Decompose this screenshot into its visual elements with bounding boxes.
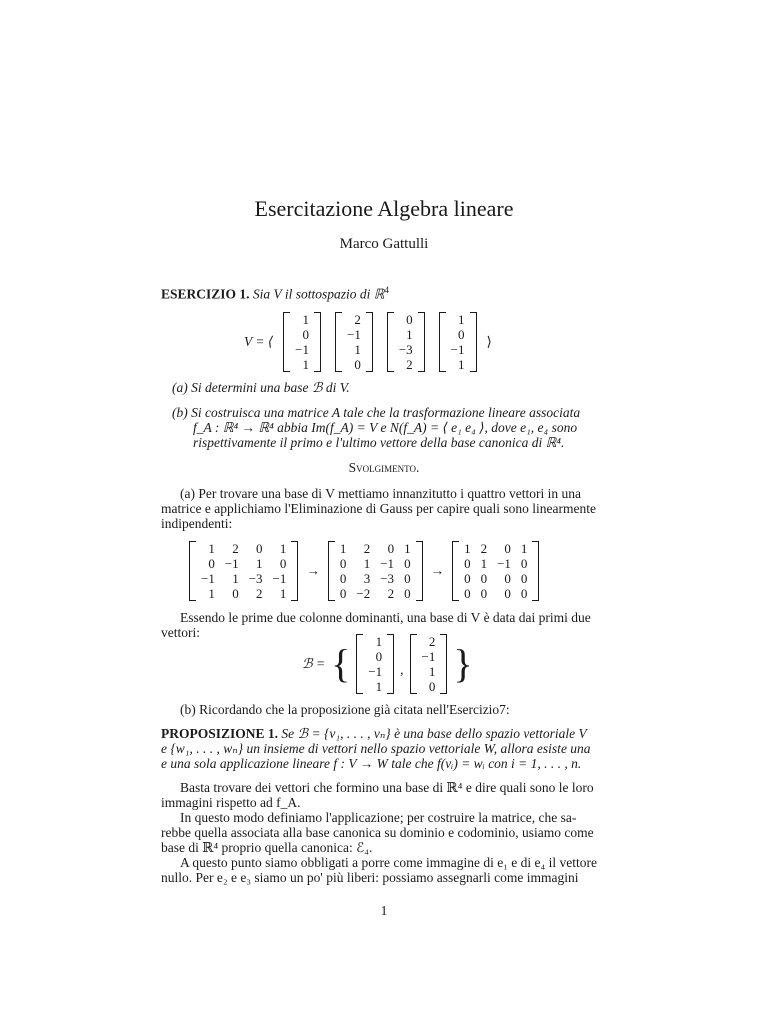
matrix-body bbox=[417, 634, 441, 694]
left-bracket bbox=[452, 541, 459, 601]
matrix-cell: 0 bbox=[428, 679, 436, 694]
matrix-cell: 0 bbox=[387, 541, 395, 556]
matrix-cell: 1 bbox=[520, 541, 528, 556]
matrix-cell: −1 bbox=[272, 571, 287, 586]
solution-a-line2: matrice e applichiamo l'Eliminazione di Gauss per capire quali sono linearmente bbox=[161, 501, 597, 516]
matrix-cell: 1 bbox=[480, 556, 488, 571]
matrix-row bbox=[335, 541, 416, 556]
matrix-cell: 1 bbox=[256, 556, 263, 571]
left-bracket bbox=[189, 541, 196, 601]
matrix-cell: 1 bbox=[339, 541, 347, 556]
basis-vector-1 bbox=[356, 634, 394, 694]
matrix-cell: −1 bbox=[450, 342, 465, 357]
v-vector-3 bbox=[387, 312, 425, 372]
matrix-cell: 0 bbox=[520, 586, 528, 601]
matrix-cell: −1 bbox=[295, 342, 309, 357]
matrix-cell: −1 bbox=[368, 664, 383, 679]
matrix-cell: 1 bbox=[279, 541, 287, 556]
matrix-cell: −3 bbox=[380, 571, 395, 586]
matrix-body bbox=[446, 312, 470, 372]
basis-matrix-2 bbox=[410, 634, 448, 694]
basis-matrix-1 bbox=[356, 634, 394, 694]
matrix-row bbox=[290, 357, 314, 372]
matrix-cell: 1 bbox=[428, 664, 436, 679]
right-brace: } bbox=[453, 641, 473, 686]
left-bracket bbox=[335, 312, 342, 372]
right-bracket bbox=[532, 541, 539, 601]
matrix-row bbox=[363, 649, 387, 664]
matrix-cell: 1 bbox=[232, 571, 239, 586]
left-bracket bbox=[328, 541, 335, 601]
right-bracket bbox=[314, 312, 321, 372]
left-bracket bbox=[283, 312, 290, 372]
matrix-row bbox=[459, 586, 532, 601]
matrix-cell: 1 bbox=[208, 541, 215, 556]
matrix-cell: −2 bbox=[356, 586, 371, 601]
matrix-row bbox=[335, 586, 416, 601]
matrix-cell: −1 bbox=[497, 556, 511, 571]
v-vector-1 bbox=[283, 312, 321, 372]
matrix-row bbox=[363, 664, 387, 679]
paper-title: Esercitazione Algebra lineare bbox=[254, 196, 514, 221]
matrix-cell: 0 bbox=[256, 541, 263, 556]
matrix-cell: 0 bbox=[375, 649, 383, 664]
basis-vector-2 bbox=[410, 634, 448, 694]
matrix-cell: 0 bbox=[208, 556, 215, 571]
proposition-label: PROPOSIZIONE 1. bbox=[161, 726, 279, 741]
matrix-row bbox=[196, 571, 291, 586]
paragraph1-line2: immagini rispetto ad f_A. bbox=[161, 795, 301, 810]
v-vectors bbox=[283, 312, 476, 372]
matrix-cell: 2 bbox=[363, 541, 371, 556]
left-bracket bbox=[387, 312, 394, 372]
matrix-cell: 0 bbox=[232, 586, 239, 601]
matrix-cell: 0 bbox=[404, 586, 411, 601]
gauss-elimination bbox=[189, 541, 539, 601]
matrix-cell: 0 bbox=[404, 571, 411, 586]
author-name: Marco Gattulli bbox=[339, 236, 429, 252]
exercise-label: ESERCIZIO 1. bbox=[161, 286, 250, 302]
matrix-row bbox=[394, 342, 418, 357]
matrix-row bbox=[459, 541, 532, 556]
paragraph1-line1: Basta trovare dei vettori che formino una base di ℝ⁴ e dire quali sono le loro bbox=[180, 780, 594, 795]
matrix-row bbox=[446, 357, 470, 372]
right-bracket bbox=[366, 312, 373, 372]
matrix-body bbox=[459, 541, 532, 601]
right-bracket bbox=[291, 541, 298, 601]
right-bracket bbox=[416, 541, 423, 601]
matrix-row bbox=[196, 541, 291, 556]
dominant-line1: Essendo le prime due colonne dominanti, una base di V è data dai primi due bbox=[180, 610, 591, 625]
matrix-cell: 2 bbox=[428, 634, 436, 649]
matrix-cell: 1 bbox=[375, 679, 383, 694]
matrix-row bbox=[394, 357, 418, 372]
matrix-cell: 0 bbox=[480, 571, 488, 586]
solution-b-line: (b) Ricordando che la proposizione già citata nell'Esercizio7: bbox=[180, 702, 510, 717]
part-a: (a) Si determini una base ℬ di V. bbox=[172, 380, 350, 395]
matrix-cell: 0 bbox=[354, 357, 361, 372]
proposition-line3: e una sola applicazione lineare f : V → W tale che f(vᵢ) = wᵢ con i = 1, . . . , n. bbox=[161, 756, 582, 771]
v-vector-4 bbox=[439, 312, 477, 372]
matrix-cell: 0 bbox=[464, 556, 471, 571]
left-bracket bbox=[356, 634, 363, 694]
paragraph2-line1: In questo modo definiamo l'applicazione; per costruire la matrice, che sa- bbox=[180, 810, 577, 825]
right-bracket bbox=[418, 312, 425, 372]
part-b-line3: rispettivamente il primo e l'ultimo vettore della base canonica di ℝ⁴. bbox=[193, 435, 565, 450]
matrix-row bbox=[342, 357, 366, 372]
matrix-cell: 0 bbox=[458, 327, 465, 342]
matrix-cell: −1 bbox=[346, 327, 361, 342]
matrix-row bbox=[342, 327, 366, 342]
matrix-row bbox=[335, 571, 416, 586]
matrix-cell: 0 bbox=[480, 586, 488, 601]
matrix-cell: 0 bbox=[520, 571, 528, 586]
matrix-cell: 1 bbox=[375, 634, 383, 649]
matrix-cell: 1 bbox=[279, 586, 287, 601]
matrix-row bbox=[342, 342, 366, 357]
left-bracket bbox=[439, 312, 446, 372]
matrix-row bbox=[446, 312, 470, 327]
left-brace: { bbox=[331, 641, 351, 686]
matrix-body bbox=[290, 312, 314, 372]
exercise-statement-exp: 4 bbox=[384, 285, 389, 295]
matrix-cell: −1 bbox=[380, 556, 395, 571]
matrix-row bbox=[446, 327, 470, 342]
matrix-row bbox=[417, 634, 441, 649]
gauss-matrix2 bbox=[328, 541, 423, 601]
part-b-line2: f_A : ℝ⁴ → ℝ⁴ abbia Im(f_A) = V e N(f_A) = ⟨ e₁ e₄ ⟩, dove e₁, e₄ sono bbox=[193, 420, 578, 435]
left-bracket bbox=[410, 634, 417, 694]
matrix-cell: −3 bbox=[398, 342, 413, 357]
matrix-cell: 0 bbox=[302, 327, 309, 342]
right-bracket bbox=[440, 634, 447, 694]
matrix-cell: 0 bbox=[406, 312, 413, 327]
matrix-cell: 0 bbox=[339, 556, 347, 571]
matrix-cell: 1 bbox=[458, 357, 465, 372]
basis-definition bbox=[302, 634, 473, 694]
matrix-cell: 1 bbox=[363, 556, 371, 571]
matrix-row bbox=[363, 679, 387, 694]
matrix-cell: 3 bbox=[363, 571, 371, 586]
solution-a-line1: (a) Per trovare una base di V mettiamo innanzitutto i quattro vettori in una bbox=[180, 486, 582, 501]
matrix-row bbox=[417, 664, 441, 679]
matrix-cell: 2 bbox=[387, 586, 395, 601]
basis-separator: , bbox=[400, 662, 404, 677]
matrix-row bbox=[335, 556, 416, 571]
paragraph3-line1: A questo punto siamo obbligati a porre come immagine di e₁ e di e₄ il vettore bbox=[180, 855, 597, 870]
paragraph2-line3: base di ℝ⁴ proprio quella canonica: ℰ₄. bbox=[161, 840, 373, 855]
matrix-cell: −3 bbox=[248, 571, 263, 586]
paragraph3-line2: nullo. Per e₂ e e₃ siamo un po' più liberi: possiamo assegnarli come immagini bbox=[161, 870, 579, 885]
matrix-body bbox=[342, 312, 366, 372]
matrix-row bbox=[290, 327, 314, 342]
matrix-row bbox=[196, 586, 291, 601]
matrix-cell: −1 bbox=[421, 649, 436, 664]
matrix-cell: 0 bbox=[279, 556, 287, 571]
matrix-row bbox=[290, 342, 314, 357]
matrix-cell: 1 bbox=[208, 586, 215, 601]
matrix-cell: 0 bbox=[504, 571, 511, 586]
paragraph2-line2: rebbe quella associata alla base canonica su dominio e codominio, usiamo come bbox=[161, 825, 594, 840]
exercise-statement bbox=[161, 285, 389, 303]
arrow-icon: → bbox=[430, 563, 445, 578]
exercise-statement-text: Sia V il sottospazio di ℝ bbox=[252, 286, 385, 302]
v-vector-2 bbox=[335, 312, 373, 372]
matrix-cell: 0 bbox=[404, 556, 411, 571]
matrix-row bbox=[394, 327, 418, 342]
matrix-cell: 2 bbox=[256, 586, 263, 601]
dominant-line2: vettori: bbox=[161, 625, 200, 640]
matrix-row bbox=[446, 342, 470, 357]
matrix-row bbox=[363, 634, 387, 649]
arrow-icon: → bbox=[306, 563, 320, 578]
matrix-cell: 2 bbox=[232, 541, 239, 556]
matrix-cell: 0 bbox=[339, 586, 347, 601]
matrix-row bbox=[417, 649, 441, 664]
gauss-matrix1 bbox=[189, 541, 298, 601]
matrix-body bbox=[394, 312, 418, 372]
proposition-line2: e {w₁, . . . , wₙ} un insieme di vettori nello spazio vettoriale W, allora esiste una bbox=[161, 741, 591, 756]
matrix-row bbox=[342, 312, 366, 327]
page-number: 1 bbox=[380, 903, 388, 918]
matrix-cell: −1 bbox=[201, 571, 215, 586]
matrix-cell: 1 bbox=[406, 327, 413, 342]
part-b-line1: (b) Si costruisca una matrice A tale che la trasformazione lineare associata bbox=[172, 405, 581, 420]
matrix-cell: 1 bbox=[458, 312, 465, 327]
matrix-cell: 2 bbox=[480, 541, 488, 556]
v-rhs: ⟩ bbox=[486, 334, 492, 349]
matrix-cell: −1 bbox=[224, 556, 239, 571]
matrix-cell: 0 bbox=[504, 541, 511, 556]
matrix-cell: 1 bbox=[302, 312, 309, 327]
matrix-body bbox=[196, 541, 291, 601]
matrix-cell: 1 bbox=[464, 541, 471, 556]
proposition-text-1: Se ℬ = {v₁, . . . , vₙ} è una base dello spazio vettoriale V bbox=[281, 726, 587, 741]
matrix-cell: 1 bbox=[302, 357, 309, 372]
matrix-row bbox=[459, 556, 532, 571]
matrix-row bbox=[290, 312, 314, 327]
v-lhs: V = ⟨ bbox=[244, 334, 274, 349]
matrix-cell: 1 bbox=[354, 342, 361, 357]
right-bracket bbox=[387, 634, 394, 694]
matrix-row bbox=[459, 571, 532, 586]
matrix-cell: 1 bbox=[404, 541, 411, 556]
right-bracket bbox=[470, 312, 477, 372]
matrix-cell: 0 bbox=[464, 586, 471, 601]
matrix-row bbox=[196, 556, 291, 571]
matrix-cell: 2 bbox=[406, 357, 413, 372]
matrix-cell: 0 bbox=[520, 556, 528, 571]
matrix-row bbox=[417, 679, 441, 694]
matrix-cell: 2 bbox=[354, 312, 361, 327]
matrix-row bbox=[394, 312, 418, 327]
basis-lhs: ℬ = bbox=[302, 656, 326, 671]
matrix-body bbox=[363, 634, 387, 694]
matrix-body bbox=[335, 541, 416, 601]
matrix-cell: 0 bbox=[464, 571, 471, 586]
matrix-cell: 0 bbox=[504, 586, 511, 601]
gauss-matrix3 bbox=[452, 541, 539, 601]
subspace-definition bbox=[244, 312, 492, 372]
solution-a-line3: indipendenti: bbox=[161, 516, 233, 531]
matrix-cell: 0 bbox=[339, 571, 347, 586]
solution-heading: Svolgimento. bbox=[348, 460, 420, 475]
proposition-line1 bbox=[161, 726, 587, 742]
